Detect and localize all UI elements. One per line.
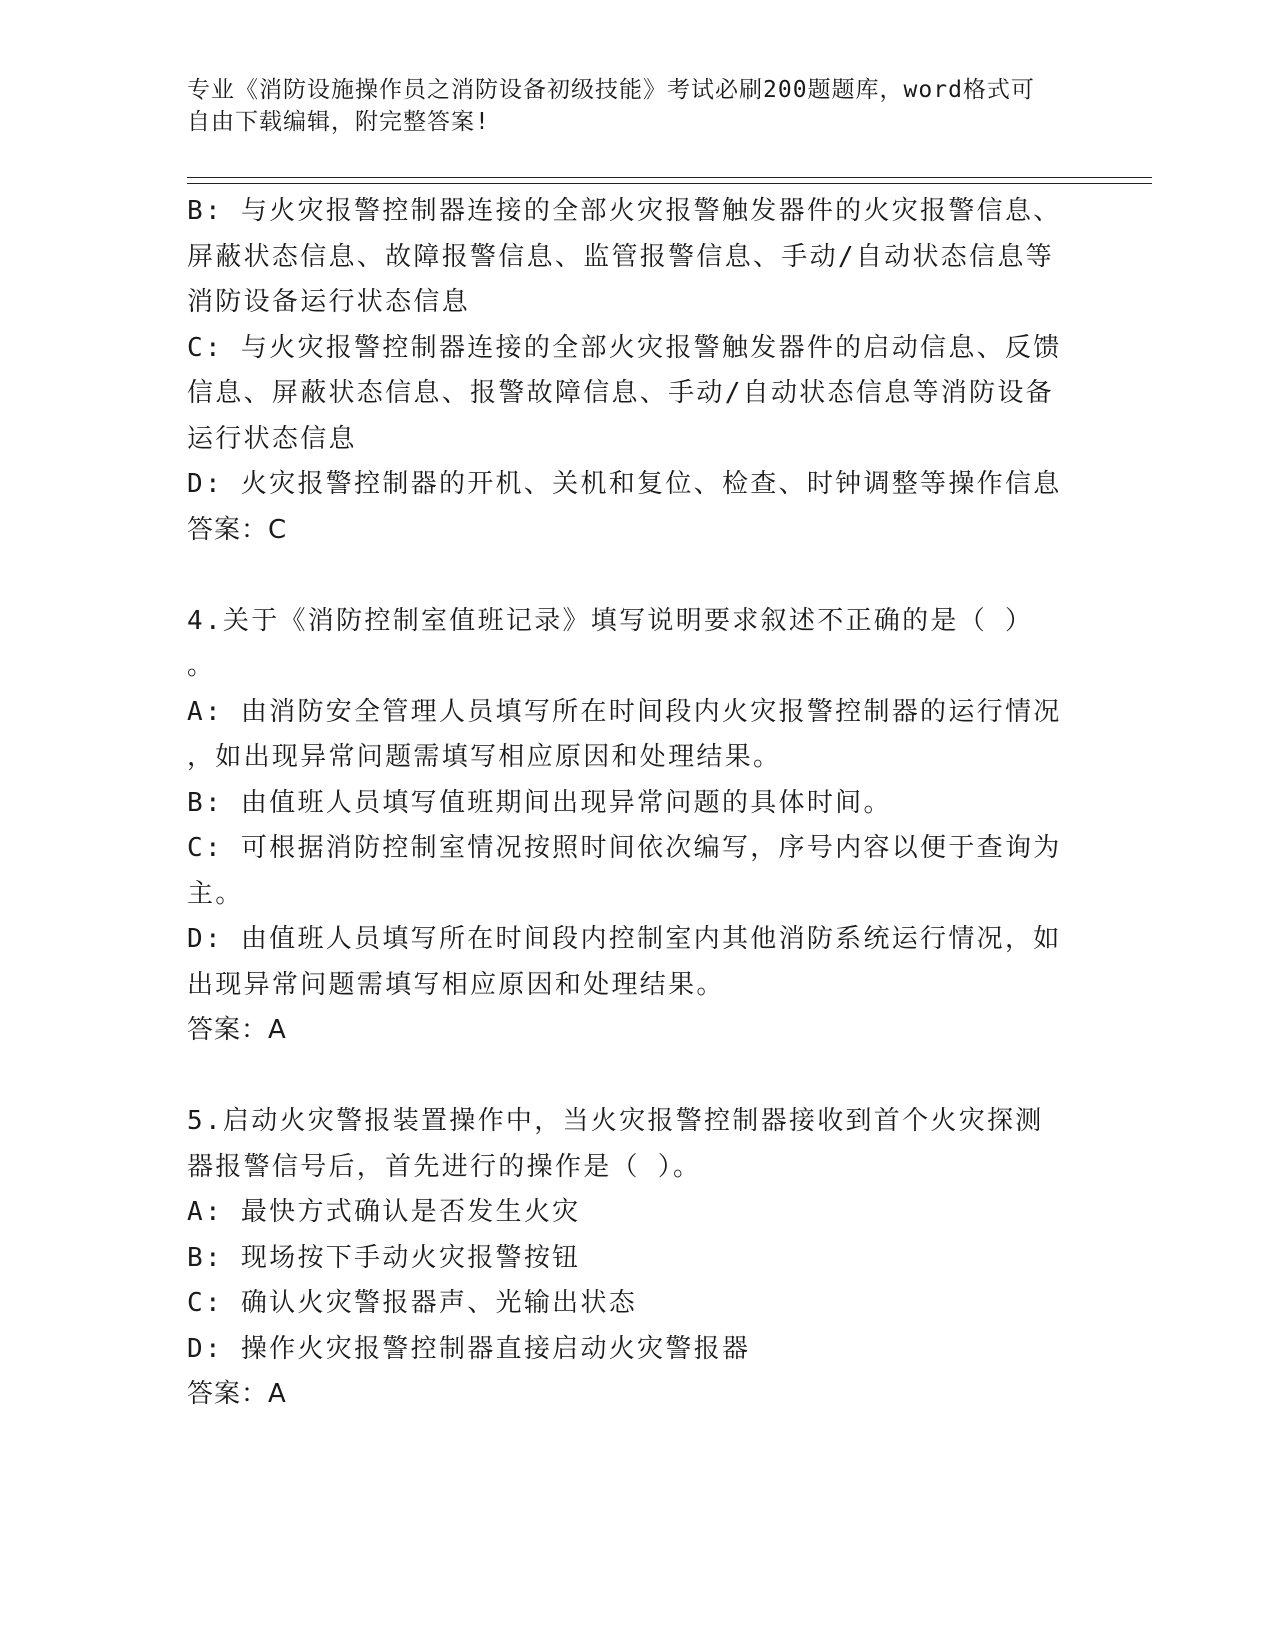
q4-option-b bbox=[187, 781, 1087, 827]
question-5 bbox=[187, 1099, 1087, 1418]
option-line: C: 可根据消防控制室情况按照时间依次编写，序号内容以便于查询为 bbox=[187, 833, 1062, 863]
question-3 bbox=[187, 189, 1087, 553]
option-line: C: 与火灾报警控制器连接的全部火灾报警触发器件的启动信息、反馈 bbox=[187, 332, 1062, 363]
question-4 bbox=[187, 599, 1087, 1054]
option-line: 主。 bbox=[187, 878, 244, 909]
q5-option-a bbox=[187, 1190, 1087, 1236]
q4-answer: 答案：A bbox=[187, 1015, 287, 1045]
option-line: C: 确认火灾警报器声、光输出状态 bbox=[187, 1288, 638, 1318]
q5-stem bbox=[187, 1099, 1087, 1190]
spacer bbox=[187, 553, 1087, 599]
option-line: 屏蔽状态信息、故障报警信息、监管报警信息、手动/自动状态信息等 bbox=[187, 241, 1054, 272]
option-line: B: 与火灾报警控制器连接的全部火灾报警触发器件的火灾报警信息、 bbox=[187, 196, 1062, 226]
option-line: B: 由值班人员填写值班期间出现异常问题的具体时间。 bbox=[187, 787, 892, 818]
option-line: A: 由消防安全管理人员填写所在时间段内火灾报警控制器的运行情况 bbox=[187, 696, 1062, 727]
header-title-line-2: 自由下载编辑，附完整答案! bbox=[187, 109, 490, 135]
option-line: 运行状态信息 bbox=[187, 423, 357, 454]
q5-option-c bbox=[187, 1281, 1087, 1327]
q4-option-d bbox=[187, 917, 1087, 1008]
q3-option-c bbox=[187, 326, 1087, 463]
option-line: A: 最快方式确认是否发生火灾 bbox=[187, 1197, 581, 1227]
stem-line: 。 bbox=[187, 651, 216, 681]
q4-option-c bbox=[187, 826, 1087, 917]
q3-option-b bbox=[187, 189, 1087, 326]
q5-option-d bbox=[187, 1327, 1087, 1373]
q4-option-a bbox=[187, 690, 1087, 781]
spacer bbox=[187, 1054, 1087, 1100]
q3-answer: 答案：C bbox=[187, 514, 288, 545]
stem-line: 5.启动火灾警报装置操作中，当火灾报警控制器接收到首个火灾探测 bbox=[187, 1106, 1044, 1136]
stem-line: 4.关于《消防控制室值班记录》填写说明要求叙述不正确的是（ ） bbox=[187, 605, 1034, 636]
option-line: D: 由值班人员填写所在时间段内控制室内其他消防系统运行情况，如 bbox=[187, 924, 1062, 954]
option-line: 信息、屏蔽状态信息、报警故障信息、手动/自动状态信息等消防设备 bbox=[187, 378, 1054, 408]
header-divider-bottom bbox=[187, 183, 1152, 184]
option-line: D: 操作火灾报警控制器直接启动火灾警报器 bbox=[187, 1333, 751, 1364]
option-line: 消防设备运行状态信息 bbox=[187, 287, 471, 317]
q5-answer: 答案：A bbox=[187, 1379, 287, 1409]
option-line: ，如出现异常问题需填写相应原因和处理结果。 bbox=[187, 742, 782, 772]
option-line: B: 现场按下手动火灾报警按钮 bbox=[187, 1242, 581, 1273]
question-content bbox=[187, 189, 1087, 1418]
stem-line: 器报警信号后，首先进行的操作是（ ）。 bbox=[187, 1151, 702, 1182]
option-line: 出现异常问题需填写相应原因和处理结果。 bbox=[187, 969, 725, 1000]
page-header bbox=[187, 74, 1067, 138]
q5-option-b bbox=[187, 1236, 1087, 1282]
header-divider-top bbox=[187, 177, 1152, 178]
q3-option-d bbox=[187, 462, 1087, 508]
option-line: D: 火灾报警控制器的开机、关机和复位、检查、时钟调整等操作信息 bbox=[187, 469, 1062, 499]
header-title-line-1: 专业《消防设施操作员之消防设备初级技能》考试必刷200题题库，word格式可 bbox=[187, 77, 1035, 103]
q4-stem bbox=[187, 599, 1087, 690]
